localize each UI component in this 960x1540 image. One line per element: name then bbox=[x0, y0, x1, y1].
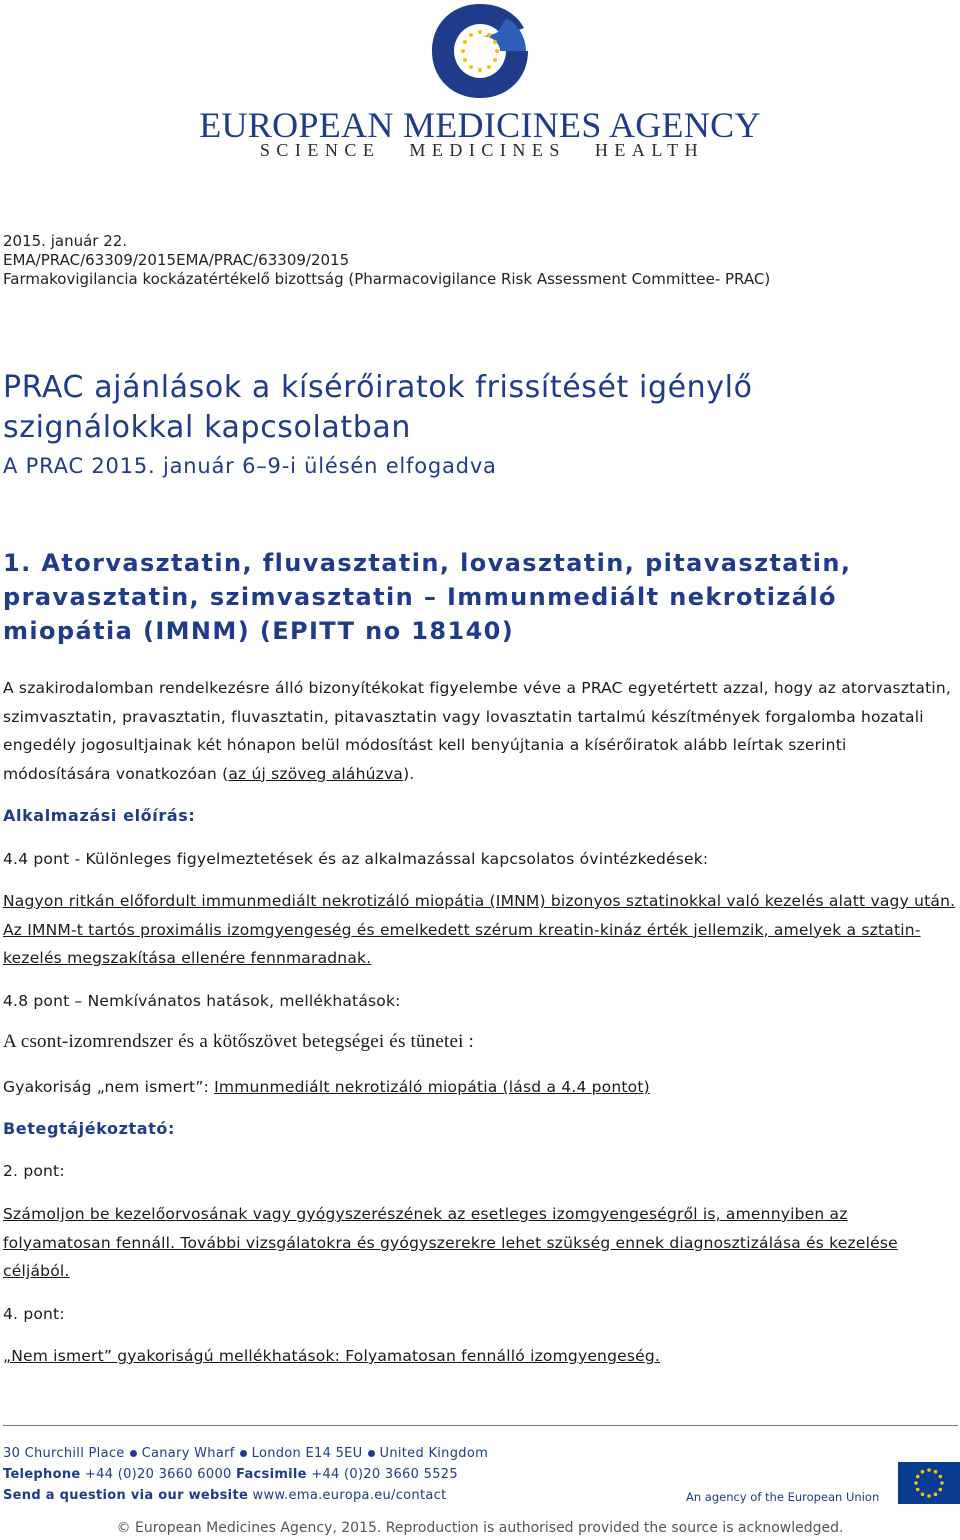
frequency-label: Gyakoriság „nem ismert”: bbox=[3, 1078, 215, 1096]
eu-agency-text: An agency of the European Union bbox=[686, 1490, 880, 1504]
document-meta bbox=[3, 232, 770, 289]
document-date: 2015. január 22. bbox=[3, 232, 128, 250]
document-reference: EMA/PRAC/63309/2015EMA/PRAC/63309/2015 bbox=[3, 251, 350, 269]
intro-text-end: ). bbox=[403, 764, 415, 783]
section-1-heading: 1. Atorvasztatin, fluvasztatin, lovasztatin, pitavasztatin, pravasztatin, szimvasztatin – Immunmediált nekrotizáló miopátia (IMNM) (EPITT no 18140) bbox=[3, 549, 852, 645]
telephone-number: +44 (0)20 3660 6000 bbox=[84, 1467, 232, 1482]
document-title: PRAC ajánlások a kísérőiratok frissítését igénylő szignálokkal kapcsolatban bbox=[3, 370, 753, 445]
pil-section-2-text: Számoljon be kezelőorvosának vagy gyógyszerészének az esetleges izomgyengeségről is, amennyiben az folyamatosan fennáll. További vizsgálatokra és gyógyszerekre lehet szükség ennek diagnosztizálása és kezelése céljából. bbox=[3, 1205, 898, 1280]
ema-logo bbox=[0, 0, 960, 170]
footer-address bbox=[3, 1446, 488, 1461]
address-country: United Kingdom bbox=[379, 1446, 489, 1461]
question-label: Send a question via our website bbox=[3, 1488, 249, 1503]
pil-heading: Betegtájékoztató: bbox=[3, 1119, 175, 1138]
agency-tagline: SCIENCE MEDICINES HEALTH bbox=[259, 140, 705, 160]
intro-text: A szakirodalomban rendelkezésre álló bizonyítékokat figyelembe véve a PRAC egyetértett azzal, hogy az atorvasztatin, szimvasztatin, pravasztatin, fluvasztatin, pitavasztatin vagy lovasztatin tartalmú készítmények forgalomba hozatali engedély jogosultjainak két hónapon belül módosítást kell benyújtania a kísérőiratok alább leírtak szerinti módosítására vonatkozóan ( bbox=[3, 679, 952, 783]
ema-emblem-icon bbox=[428, 2, 532, 100]
spc-section-4-8: 4.8 pont – Nemkívánatos hatások, mellékhatások: bbox=[3, 992, 401, 1010]
facsimile-number: +44 (0)20 3660 5525 bbox=[311, 1467, 458, 1482]
telephone-label: Telephone bbox=[3, 1467, 81, 1482]
spc-section-4-4: 4.4 pont - Különleges figyelmeztetések és az alkalmazással kapcsolatos óvintézkedések: bbox=[3, 850, 709, 868]
facsimile-label: Facsimile bbox=[236, 1467, 307, 1482]
spc-section-4-4-text: Nagyon ritkán előfordult immunmediált nekrotizáló miopátia (IMNM) bizonyos sztatinokkal való kezelés alatt vagy után. Az IMNM-t tartós proximális izomgyengeség és emelkedett szérum kreatin-kináz érték jellemzik, amelyek a sztatin-kezelés megszakítása ellenére fennmaradnak. bbox=[3, 892, 956, 967]
agency-name: EUROPEAN MEDICINES AGENCY bbox=[199, 105, 761, 145]
footer-phone-line bbox=[3, 1467, 458, 1482]
address-street: 30 Churchill Place bbox=[3, 1446, 125, 1461]
intro-underlined-note: az új szöveg aláhúzva bbox=[228, 764, 404, 783]
frequency-text: Immunmediált nekrotizáló miopátia (lásd a 4.4 pontot) bbox=[214, 1078, 650, 1096]
footer-contact-line bbox=[3, 1488, 446, 1503]
pil-section-2: 2. pont: bbox=[3, 1162, 65, 1180]
section-1-intro bbox=[3, 674, 958, 788]
footer-divider bbox=[3, 1425, 958, 1426]
bullet-icon bbox=[240, 1450, 247, 1457]
bullet-icon bbox=[130, 1450, 137, 1457]
address-city: London E14 5EU bbox=[251, 1446, 363, 1461]
eu-flag-icon bbox=[898, 1462, 960, 1504]
frequency-line bbox=[3, 1073, 958, 1102]
document-subtitle: A PRAC 2015. január 6–9-i ülésén elfogadva bbox=[3, 454, 497, 478]
address-area: Canary Wharf bbox=[141, 1446, 235, 1461]
bullet-icon bbox=[368, 1450, 375, 1457]
spc-soc-heading: A csont-izomrendszer és a kötőszövet betegségei és tünetei : bbox=[3, 1031, 475, 1052]
pil-section-4: 4. pont: bbox=[3, 1305, 65, 1323]
pil-section-4-text: „Nem ismert” gyakoriságú mellékhatások: Folyamatosan fennálló izomgyengeség. bbox=[3, 1347, 661, 1365]
copyright-notice: © European Medicines Agency, 2015. Reproduction is authorised provided the source is acknowledged. bbox=[116, 1520, 844, 1536]
spc-heading: Alkalmazási előírás: bbox=[3, 806, 196, 825]
committee-name: Farmakovigilancia kockázatértékelő bizottság (Pharmacovigilance Risk Assessment Committee- PRAC) bbox=[3, 270, 771, 288]
contact-link[interactable]: www.ema.europa.eu/contact bbox=[252, 1488, 447, 1503]
